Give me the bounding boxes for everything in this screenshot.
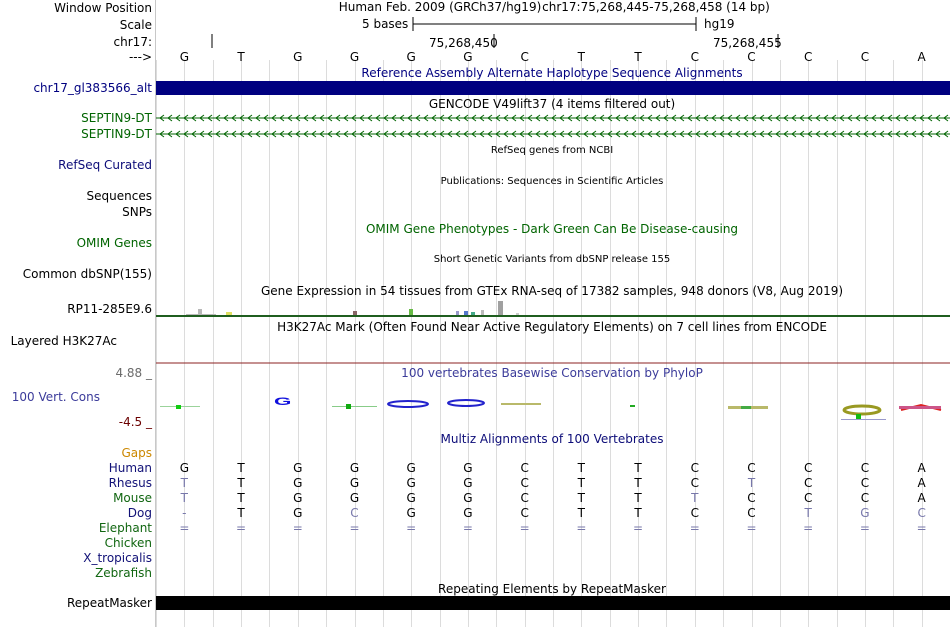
sequences-label[interactable]: Sequences (86, 189, 152, 203)
gtex-track-title[interactable]: Gene Expression in 54 tissues from GTEx RNA-seq of 17382 samples, 948 donors (V8, Aug 2019) (260, 284, 844, 298)
alignment-base: C (860, 461, 870, 475)
alignment-base: G (406, 506, 416, 520)
gaps-label[interactable]: Gaps (121, 446, 152, 460)
gtex-bar (516, 313, 519, 315)
gtex-bar (226, 312, 232, 315)
gencode-gene-label-2[interactable]: SEPTIN9-DT (81, 127, 152, 141)
ruler-coord-1: 75,268,450 (429, 36, 498, 50)
alignment-base: T (237, 491, 245, 505)
alignment-base: = (236, 521, 247, 535)
alignment-base: C (690, 461, 699, 475)
alignment-base: = (576, 521, 587, 535)
gtex-gene-label[interactable]: RP11-285E9.6 (67, 302, 152, 316)
reference-base: C (520, 50, 529, 64)
alignment-base: = (519, 521, 530, 535)
phylop-track-title[interactable]: 100 vertebrates Basewise Conservation by PhyloP (401, 366, 703, 380)
alignment-base: T (237, 506, 245, 520)
dbsnp-track-title[interactable]: Short Genetic Variants from dbSNP release 155 (433, 254, 671, 265)
ruler-coord-2: 75,268,455 (713, 36, 782, 50)
reference-base: C (747, 50, 756, 64)
snps-label[interactable]: SNPs (122, 205, 152, 219)
alignment-base: T (804, 506, 812, 520)
alignment-base: T (577, 476, 586, 490)
alignment-base: G (179, 461, 189, 475)
phylop-glyph-c2 (844, 406, 880, 414)
dbsnp-label[interactable]: Common dbSNP(155) (22, 267, 152, 281)
alignment-base: = (689, 521, 700, 535)
reference-base: T (237, 50, 245, 64)
alignment-base: T (634, 476, 642, 490)
gtex-bar (498, 301, 503, 315)
gencode-gene-label-1[interactable]: SEPTIN9-DT (81, 111, 152, 125)
repeatmasker-bar (156, 596, 950, 610)
alignment-base: G (293, 461, 303, 475)
gtex-bar (481, 310, 484, 315)
repeatmasker-track-title[interactable]: Repeating Elements by RepeatMasker (438, 582, 666, 596)
alignment-base: = (633, 521, 644, 535)
alignment-base: T (577, 461, 586, 475)
alt-track-title[interactable]: Reference Assembly Alternate Haplotype Sequence Alignments (361, 66, 743, 80)
chrom-label: chr17: (113, 35, 152, 49)
alignment-base: C (860, 476, 870, 490)
omim-track-title[interactable]: OMIM Gene Phenotypes - Dark Green Can Be Disease-causing (365, 222, 739, 236)
alignment-base: G (406, 476, 416, 490)
alignment-base: C (690, 476, 699, 490)
alignment-base: A (917, 491, 926, 505)
alignment-base: T (180, 476, 189, 490)
gencode-track-title[interactable]: GENCODE V49lift37 (4 items filtered out) (428, 97, 676, 111)
alignment-base: = (462, 521, 473, 535)
alignment-base: T (691, 491, 699, 505)
alignment-base: G (463, 476, 473, 490)
alignment-base: C (747, 506, 756, 520)
reference-base: T (634, 50, 642, 64)
alignment-base: C (747, 461, 756, 475)
alt-haplotype-bar (156, 81, 950, 95)
species-label[interactable]: Dog (127, 506, 152, 520)
gtex-bar (186, 314, 216, 315)
phylop-mark (899, 406, 941, 409)
scale-db-text: hg19 (704, 17, 735, 31)
phylop-glyph-g2 (448, 400, 484, 406)
phylop-mark (630, 405, 635, 407)
gtex-bar (409, 309, 413, 315)
alignment-base: T (747, 476, 756, 490)
alignment-base: G (860, 506, 870, 520)
phylop-mark (741, 406, 751, 409)
phylop-min-label: -4.5 _ (118, 415, 152, 429)
gtex-bar (353, 311, 357, 315)
alignment-base: T (180, 491, 189, 505)
repeatmasker-label[interactable]: RepeatMasker (66, 596, 152, 610)
pubs-track-title[interactable]: Publications: Sequences in Scientific Articles (440, 176, 664, 187)
alignment-base: C (804, 491, 813, 505)
alignment-base: C (804, 476, 813, 490)
species-label[interactable]: Human (108, 461, 152, 475)
alignment-base: C (520, 491, 529, 505)
alignment-base: G (293, 506, 303, 520)
alignment-base: C (804, 461, 813, 475)
track-image[interactable] (156, 0, 950, 627)
reference-base: C (860, 50, 870, 64)
h3k27ac-label[interactable]: Layered H3K27Ac (10, 334, 117, 348)
alignment-base: T (634, 506, 642, 520)
alignment-base: A (917, 461, 926, 475)
alignment-base: C (520, 506, 529, 520)
gtex-bar (471, 312, 475, 315)
window-assembly-text: Human Feb. 2009 (GRCh37/hg19) (338, 0, 542, 14)
species-label[interactable]: Chicken (104, 536, 152, 550)
reference-base: G (349, 50, 360, 64)
alignment-base: A (917, 476, 926, 490)
alignment-base: = (916, 521, 927, 535)
gtex-baseline (156, 315, 950, 317)
alignment-base: C (917, 506, 926, 520)
phylop-line (841, 419, 886, 420)
reference-base: T (577, 50, 586, 64)
phylop-glyph-g: G (274, 394, 292, 408)
gtex-bar (456, 311, 459, 315)
alignment-base: T (634, 461, 642, 475)
alignment-base: G (406, 461, 416, 475)
omim-genes-label[interactable]: OMIM Genes (76, 236, 152, 250)
track-graphics (156, 0, 950, 627)
reference-base: G (179, 50, 189, 64)
window-position-text: chr17:75,268,445-75,268,458 (14 bp) (542, 0, 770, 14)
phylop-glyphs (160, 395, 941, 420)
alignment-base: C (520, 476, 529, 490)
reference-base: G (293, 50, 303, 64)
alignment-base: = (803, 521, 814, 535)
alignment-base: C (520, 461, 529, 475)
reference-base: C (690, 50, 699, 64)
alignment-base: G (349, 461, 360, 475)
alignment-base: T (237, 461, 245, 475)
phylop-line (332, 406, 377, 407)
multiz-track-title[interactable]: Multiz Alignments of 100 Vertebrates (440, 432, 664, 446)
alignment-base: G (349, 476, 360, 490)
reference-base: A (917, 50, 926, 64)
base-arrow-label: ---> (128, 50, 152, 64)
alignment-base: = (179, 521, 190, 535)
window-position-label: Window Position (54, 1, 152, 15)
species-label[interactable]: Elephant (98, 521, 152, 535)
reference-base: G (463, 50, 473, 64)
phylop-line (501, 403, 541, 405)
refseq-track-title[interactable]: RefSeq genes from NCBI (490, 145, 614, 156)
alignment-base: T (237, 476, 245, 490)
phylop-mark (176, 405, 181, 409)
cons-label[interactable]: 100 Vert. Cons (11, 390, 100, 404)
scale-label: Scale (119, 18, 152, 32)
alignment-base: G (293, 476, 303, 490)
alignment-base: C (747, 491, 756, 505)
reference-base: C (804, 50, 813, 64)
h3k27ac-track-title[interactable]: H3K27Ac Mark (Often Found Near Active Regulatory Elements) on 7 cell lines from ENCODE (277, 320, 827, 334)
alignment-base: = (292, 521, 303, 535)
species-label[interactable]: X_tropicalis (83, 551, 152, 565)
phylop-mark (346, 404, 351, 409)
gtex-bar (464, 311, 468, 315)
alignment-base: G (293, 491, 303, 505)
reference-base: G (406, 50, 416, 64)
track-label-column (0, 0, 155, 627)
alignment-base: G (463, 491, 473, 505)
scale-text: 5 bases (362, 17, 409, 31)
alignment-base: = (349, 521, 360, 535)
alignment-base: C (350, 506, 359, 520)
alignment-base: G (406, 491, 416, 505)
species-label[interactable]: Zebrafish (95, 566, 152, 580)
alignment-base: T (577, 506, 586, 520)
alignment-base: G (349, 491, 360, 505)
alignment-base: C (690, 506, 699, 520)
alignment-base: G (463, 461, 473, 475)
species-label[interactable]: Rhesus (108, 476, 152, 490)
alignment-base: T (577, 491, 586, 505)
alignment-base: = (406, 521, 417, 535)
phylop-max-label: 4.88 _ (115, 366, 152, 380)
alignment-base: T (634, 491, 642, 505)
species-label[interactable]: Mouse (113, 491, 152, 505)
alignment-base: C (860, 491, 870, 505)
alt-haplotype-label[interactable]: chr17_gl383566_alt (33, 81, 152, 95)
alignment-base: = (859, 521, 870, 535)
phylop-glyph-c (388, 401, 428, 407)
refseq-label[interactable]: RefSeq Curated (58, 158, 152, 172)
phylop-mark (856, 414, 861, 419)
alignment-base: - (182, 506, 187, 520)
alignment-base: G (463, 506, 473, 520)
alignment-base: = (746, 521, 757, 535)
